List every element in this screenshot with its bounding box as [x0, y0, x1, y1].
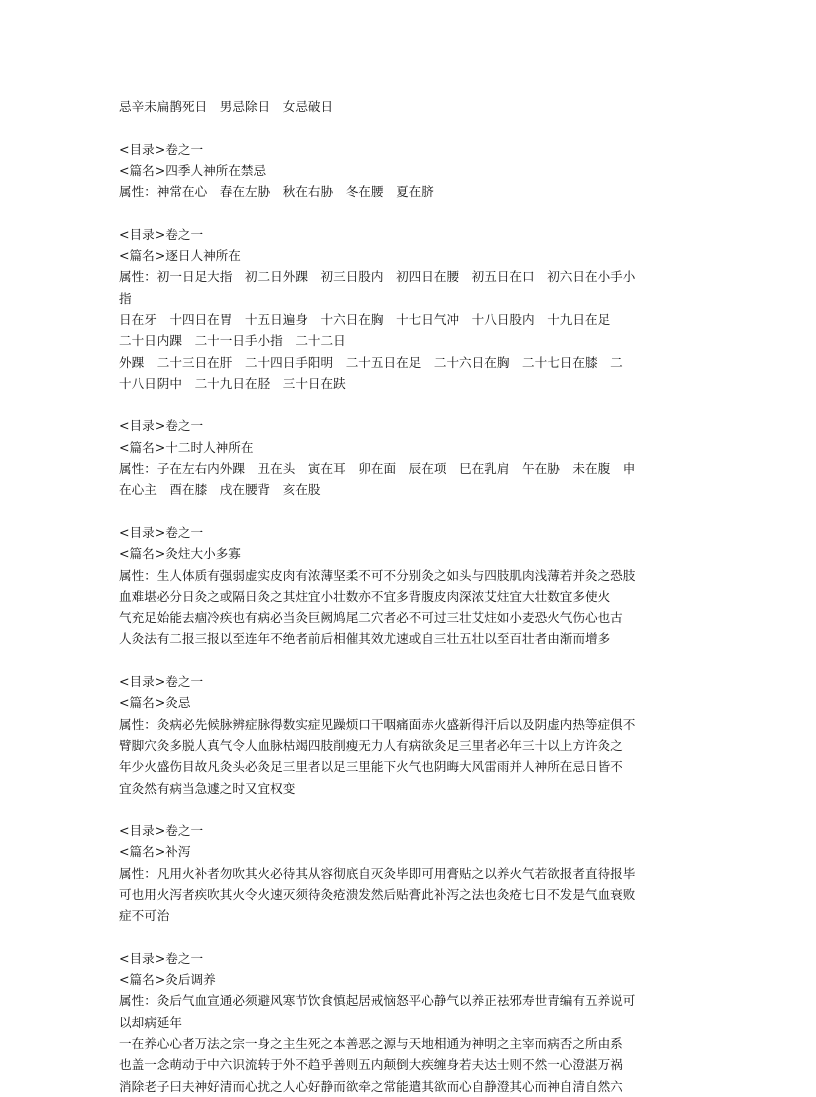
section-text-line: 指: [119, 290, 132, 306]
section-text-line: 二十日内踝 二十一日手小指 二十二日: [119, 333, 346, 349]
blank-line: [119, 501, 699, 522]
blank-line: [119, 650, 699, 671]
section-text-line: 属性：灸后气血宣通必须避风寒节饮食慎起居戒恼怒平心静气以养正祛邪寿世青编有五养说可: [119, 993, 636, 1009]
section-text-line: 属性：初一日足大指 初二日外踝 初三日股内 初四日在腰 初五日在口 初六日在小手小: [119, 269, 636, 285]
section-four-seasons: [119, 139, 699, 203]
section-daily-spirit: [119, 224, 699, 394]
blank-line: [119, 799, 699, 820]
section-text-line: 日在牙 十四日在胃 十五日遍身 十六日在胸 十七日气冲 十八日股内 十九日在足: [119, 311, 611, 327]
section-text-line: 气充足始能去痼冷疾也有病必当灸巨阙鸠尾二穴者必不可过三壮艾炷如小麦恐火气伤心也古: [119, 610, 623, 626]
section-text-line: 可也用火泻者疾吹其火令火速灭须待灸疮溃发然后贴膏此补泻之法也灸疮七日不发是气血衰败: [119, 886, 636, 902]
section-catalog: <目录>卷之一: [119, 823, 204, 839]
section-text-line: 属性：灸病必先候脉辨症脉得数实症见躁烦口干咽痛面赤火盛新得汗后以及阴虚内热等症俱不: [119, 716, 636, 732]
section-tonify-drain: [119, 820, 699, 926]
section-title: <篇名>灸后调养: [119, 972, 216, 988]
section-moxa-taboo: [119, 671, 699, 799]
section-aftercare: [119, 948, 699, 1097]
section-moxa-size: [119, 522, 699, 650]
section-text-line: 人灸法有二报三报以至连年不绝者前后相催其效尤速或自三壮五壮以至百壮者由渐而增多: [119, 631, 611, 647]
section-text-line: 以却病延年: [119, 1014, 182, 1030]
section-catalog: <目录>卷之一: [119, 141, 204, 157]
section-text-line: 十八日阴中 二十九日在胫 三十日在趺: [119, 375, 346, 391]
section-text-line: 属性：凡用火补者勿吹其火必待其从容彻底自灭灸毕即可用膏贴之以养火气若欲报者直待报毕: [119, 865, 636, 881]
document-body: [119, 96, 699, 1097]
blank-line: [119, 394, 699, 415]
section-catalog: <目录>卷之一: [119, 418, 204, 434]
section-text-line: 属性：生人体质有强弱虚实皮肉有浓薄坚柔不可不分别灸之如头与四肢肌肉浅薄若并灸之恐肢: [119, 567, 636, 583]
section-text-line: 也盖一念萌动于中六识流转于外不趋乎善则五内颠倒大疾缠身若夫达士则不然一心澄湛万祸: [119, 1057, 623, 1073]
section-title: <篇名>逐日人神所在: [119, 248, 241, 264]
section-title: <篇名>十二时人神所在: [119, 439, 254, 455]
section-title: <篇名>灸炷大小多寡: [119, 546, 241, 562]
section-text-line: 症不可治: [119, 908, 170, 924]
blank-line: [119, 202, 699, 223]
section-catalog: <目录>卷之一: [119, 950, 204, 966]
section-catalog: <目录>卷之一: [119, 226, 204, 242]
blank-line: [119, 117, 699, 138]
section-text-line: 血难堪必分日灸之或隔日灸之其炷宜小壮数亦不宜多背腹皮肉深浓艾炷宜大壮数宜多使火: [119, 588, 611, 604]
section-text-line: 年少火盛伤目故凡灸头必灸足三里者以足三里能下火气也阴晦大风雷雨并人神所在忌日皆不: [119, 759, 623, 775]
section-text-line: 外踝 二十三日在肝 二十四日手阳明 二十五日在足 二十六日在胸 二十七日在膝 二: [119, 354, 623, 370]
section-title: <篇名>补泻: [119, 844, 191, 860]
section-text-line: 属性：神常在心 春在左胁 秋在右胁 冬在腰 夏在脐: [119, 184, 434, 200]
section-text-line: 在心主 酉在膝 戌在腰背 亥在股: [119, 482, 321, 498]
section-text-line: 一在养心心者万法之宗一身之主生死之本善恶之源与天地相通为神明之主宰而病否之所由系: [119, 1036, 623, 1052]
intro-line: 忌辛未扁鹊死日 男忌除日 女忌破日: [119, 99, 334, 114]
section-text-line: 宜灸然有病当急遽之时又宜权变: [119, 780, 296, 796]
section-catalog: <目录>卷之一: [119, 674, 204, 690]
section-twelve-hours: [119, 415, 699, 500]
blank-line: [119, 927, 699, 948]
section-text-line: 消除老子曰夫神好清而心扰之人心好静而欲牵之常能遣其欲而心自静澄其心而神自清自然六: [119, 1078, 623, 1094]
section-catalog: <目录>卷之一: [119, 524, 204, 540]
section-title: <篇名>灸忌: [119, 695, 191, 711]
section-text-line: 属性：子在左右内外踝 丑在头 寅在耳 卯在面 辰在项 巳在乳肩 午在胁 未在腹 申: [119, 461, 636, 477]
section-title: <篇名>四季人神所在禁忌: [119, 162, 267, 178]
section-text-line: 臂脚穴灸多脱人真气令人血脉枯竭四肢削瘦无力人有病欲灸足三里者必年三十以上方许灸之: [119, 737, 623, 753]
